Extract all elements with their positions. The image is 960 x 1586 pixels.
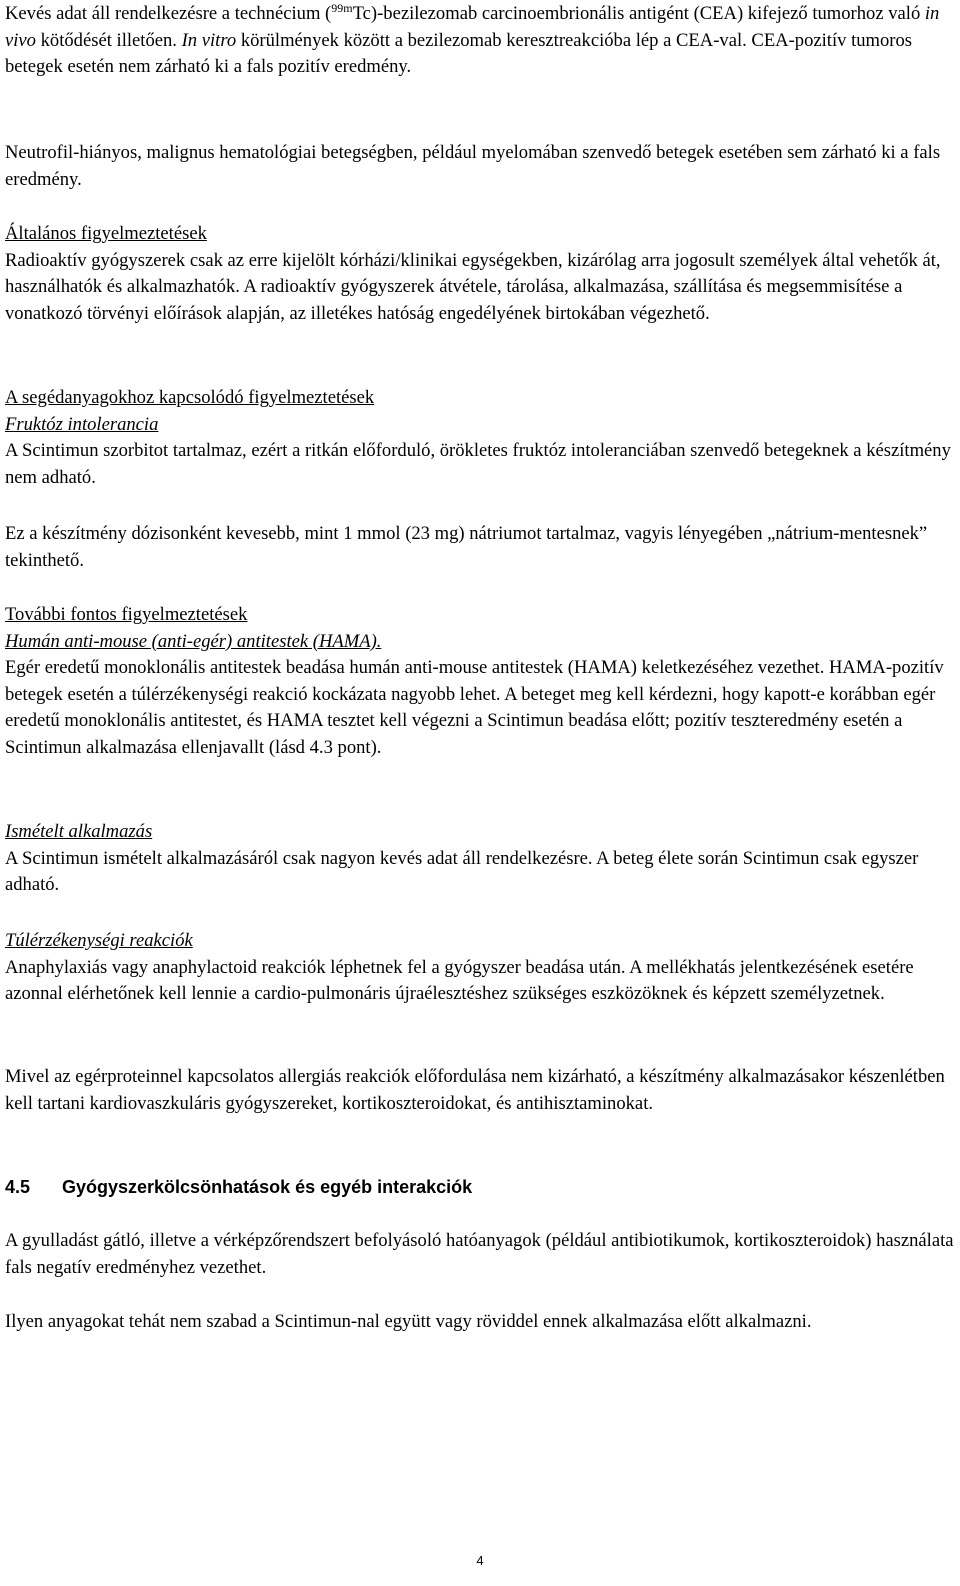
hypersensitivity-text: Anaphylaxiás vagy anaphylactoid reakciók léphetnek fel a gyógyszer beadása után. A mellékhatás jelentkezésének esetére azonnal elérhetőnek kell lennie a cardio-pulmonáris újraélesztéshez szükséges eszközöknek és képzett személyzetnek. <box>5 956 914 1005</box>
isotope-superscript: 99m <box>331 1 353 15</box>
general-warnings-text: Radioaktív gyógyszerek csak az erre kijelölt kórházi/klinikai egységekben, kizárólag arra jogosult személyek által vehetők át, használhatók és alkalmazhatók. A radioaktív gyógyszerek átvétele, tárolása, alkalmazása, szállítása és megsemmisítése a vonatkozó törvényi előírások alapján, az illetékes hatóság engedélyének birtokában végezhető. <box>5 249 941 324</box>
general-warnings-heading: Általános figyelmeztetések <box>5 223 207 244</box>
excipients-heading: A segédanyagokhoz kapcsolódó figyelmeztetések <box>5 387 375 408</box>
paragraph-cea: Kevés adat áll rendelkezésre a technécium ($^{99m}$Tc)-bezilezomab carcinoembrionális antigént (CEA) kifejező tumorhoz való in vivo kötődését illetően. In vitro körülmények között a bezilezomab keresztreakcióba lép a CEA-val. CEA-pozitív tumoros betegek esetén nem zárható ki a fals pozitív eredmény. <box>5 1 940 78</box>
hama-text: Egér eredetű monoklonális antitestek beadása humán anti-mouse antitestek (HAMA) keletkezéséhez vezethet. HAMA-pozitív betegek esetén a túlérzékenységi reakció kockázata nagyobb lehet. A beteget meg kell kérdezni, hogy kapott-e korábban egér eredetű monoklonális antitestet, és HAMA tesztet kell végezni a Scintimun beadása előtt; pozitív teszteredmény esetén a Scintimun alkalmazása ellenjavallt (lásd 4.3 pont). <box>5 657 944 758</box>
fructose-text: A Scintimun szorbitot tartalmaz, ezért a ritkán előforduló, örökletes fruktóz intoleranciában szenvedő betegeknek a készítmény nem adható. <box>5 440 951 488</box>
in-vitro-italic: In vitro <box>181 29 237 51</box>
in-vivo-italic: in vivo <box>5 3 940 51</box>
further-warnings-heading: További fontos figyelmeztetések <box>5 604 248 625</box>
hypersensitivity-section <box>5 928 955 1008</box>
hypersensitivity-heading: Túlérzékenységi reakciók <box>5 930 193 951</box>
excipients-section <box>5 385 955 491</box>
further-warnings-section <box>5 602 955 762</box>
repeated-use-text: A Scintimun ismételt alkalmazásáról csak nagyon kevés adat áll rendelkezésre. A beteg élete során Scintimun csak egyszer adható. <box>5 847 919 896</box>
section-4-5-paragraph-1: A gyulladást gátló, illetve a vérképzőrendszert befolyásoló hatóanyagok (például antibiotikumok, kortikoszteroidok) használata fals negatív eredményhez vezethet. <box>5 1230 954 1278</box>
fructose-subheading: Fruktóz intolerancia <box>5 413 159 435</box>
repeated-use-section <box>5 819 955 899</box>
sodium-paragraph: Ez a készítmény dózisonként kevesebb, mint 1 mmol (23 mg) nátriumot tartalmaz, vagyis lényegében „nátrium-mentesnek” tekinthető. <box>5 523 928 571</box>
general-warnings-section <box>5 221 955 327</box>
section-number: 4.5 <box>5 1177 31 1197</box>
section-title: Gyógyszerkölcsönhatások és egyéb interakciók <box>62 1177 473 1197</box>
section-4-5-paragraph-2: Ilyen anyagokat tehát nem szabad a Scintimun-nal együtt vagy röviddel ennek alkalmazása előtt alkalmazni. <box>5 1311 812 1332</box>
paragraph-neutrofil: Neutrofil-hiányos, malignus hematológiai betegségben, például myelomában szenvedő betegek esetében sem zárható ki a fals eredmény. <box>5 142 941 190</box>
repeated-use-heading: Ismételt alkalmazás <box>5 821 153 842</box>
hama-subheading: Humán anti-mouse (anti-egér) antitestek (HAMA). <box>5 630 382 652</box>
hypersensitivity-paragraph-2: Mivel az egérproteinnel kapcsolatos allergiás reakciók előfordulása nem kizárható, a készítmény alkalmazásakor készenlétben kell tartani kardiovaszkuláris gyógyszereket, kortikoszteroidokat, és antihisztaminokat. <box>5 1066 945 1114</box>
page-number: 4 <box>476 1553 484 1568</box>
section-4-5-heading <box>5 1174 955 1201</box>
